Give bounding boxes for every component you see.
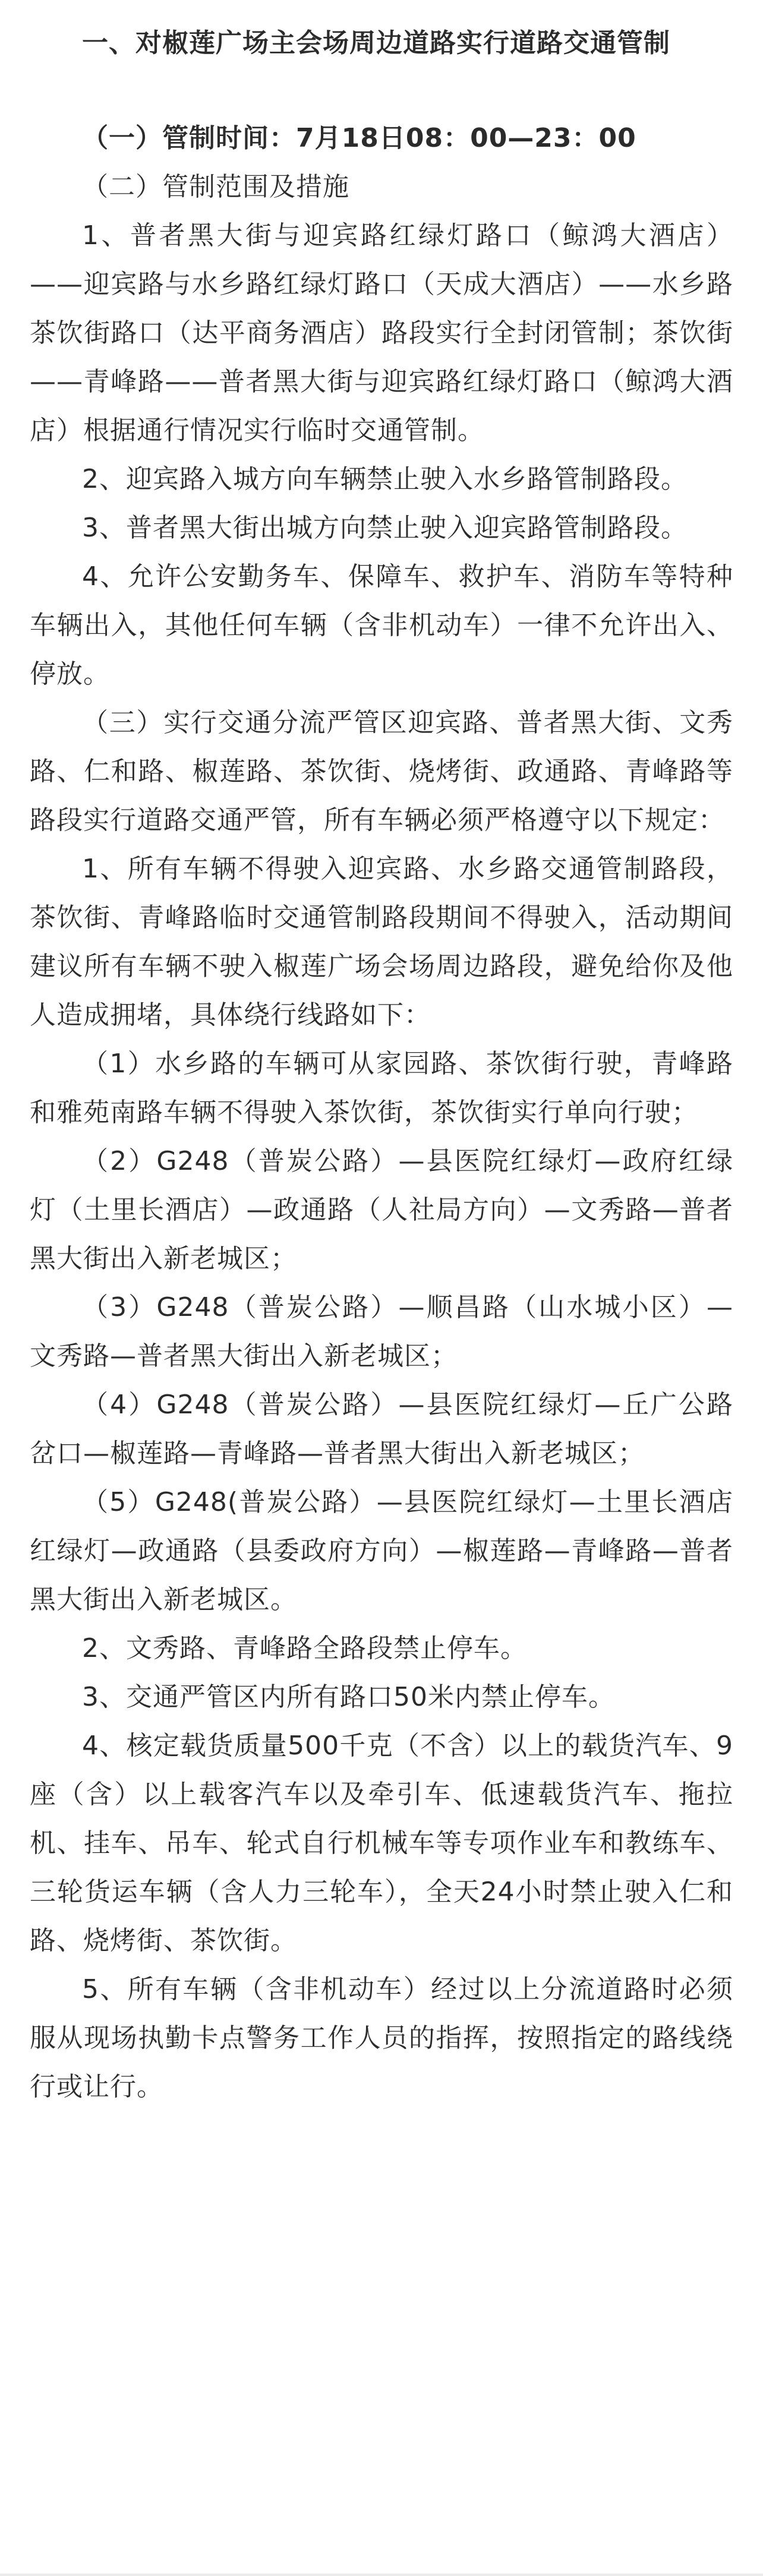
diversion-intro: （三）实行交通分流严管区迎宾路、普者黑大街、文秀路、仁和路、椒莲路、茶饮街、烧烤街、政通路、青峰路等路段实行道路交通严管，所有车辆必须严格遵守以下规定：	[30, 708, 733, 835]
scope-item: 2、迎宾路入城方向车辆禁止驶入水乡路管制路段。	[82, 464, 688, 494]
route-item: （2）G248（普炭公路）—县医院红绿灯—政府红绿灯（土里长酒店）—政通路（人社局方向）—文秀路—普者黑大街出入新老城区；	[30, 1146, 733, 1274]
section-heading: 一、对椒莲广场主会场周边道路实行道路交通管制	[82, 28, 670, 58]
rule-item: 1、所有车辆不得驶入迎宾路、水乡路交通管制路段，茶饮街、青峰路临时交通管制路段期间不得驶入，活动期间建议所有车辆不驶入椒莲广场会场周边路段，避免给你及他人造成拥堵，具体绕行线路如下：	[30, 854, 733, 1030]
rule-item: 5、所有车辆（含非机动车）经过以上分流道路时必须服从现场执勤卡点警务工作人员的指挥，按照指定的路线绕行或让行。	[30, 1974, 733, 2102]
scope-item: 3、普者黑大街出城方向禁止驶入迎宾路管制路段。	[82, 513, 688, 543]
route-item: （4）G248（普炭公路）—县医院红绿灯—丘广公路岔口—椒莲路—青峰路—普者黑大街出入新老城区；	[30, 1390, 733, 1469]
rule-item: 4、核定载货质量500千克（不含）以上的载货汽车、9座（含）以上载客汽车以及牵引车、低速载货汽车、拖拉机、挂车、吊车、轮式自行机械车等专项作业车和教练车、三轮货运车辆（含人力三轮车），全天24小时禁止驶入仁和路、烧烤街、茶饮街。	[30, 1731, 733, 1956]
scope-title: （二）管制范围及措施	[82, 172, 349, 202]
route-item: （5）G248(普炭公路）—县医院红绿灯—土里长酒店红绿灯—政通路（县委政府方向）—椒莲路—青峰路—普者黑大街出入新老城区。	[30, 1487, 733, 1615]
scope-item: 4、允许公安勤务车、保障车、救护车、消防车等特种车辆出入，其他任何车辆（含非机动车）一律不允许出入、停放。	[30, 561, 733, 689]
rule-item: 2、文秀路、青峰路全路段禁止停车。	[82, 1633, 527, 1663]
route-item: （1）水乡路的车辆可从家园路、茶饮街行驶，青峰路和雅苑南路车辆不得驶入茶饮街，茶饮街实行单向行驶；	[30, 1049, 733, 1128]
bottom-divider	[0, 2574, 763, 2576]
article-body	[30, 19, 733, 2111]
control-time: （一）管制时间：7月18日08：00—23：00	[82, 123, 636, 153]
rule-item: 3、交通严管区内所有路口50米内禁止停车。	[82, 1682, 615, 1712]
scope-item: 1、普者黑大街与迎宾路红绿灯路口（鲸鸿大酒店）——迎宾路与水乡路红绿灯路口（天成大酒店）——水乡路茶饮街路口（达平商务酒店）路段实行全封闭管制；茶饮街——青峰路——普者黑大街与迎宾路红绿灯路口（鲸鸿大酒店）根据通行情况实行临时交通管制。	[30, 220, 733, 446]
route-item: （3）G248（普炭公路）—顺昌路（山水城小区）—文秀路—普者黑大街出入新老城区；	[30, 1292, 733, 1371]
